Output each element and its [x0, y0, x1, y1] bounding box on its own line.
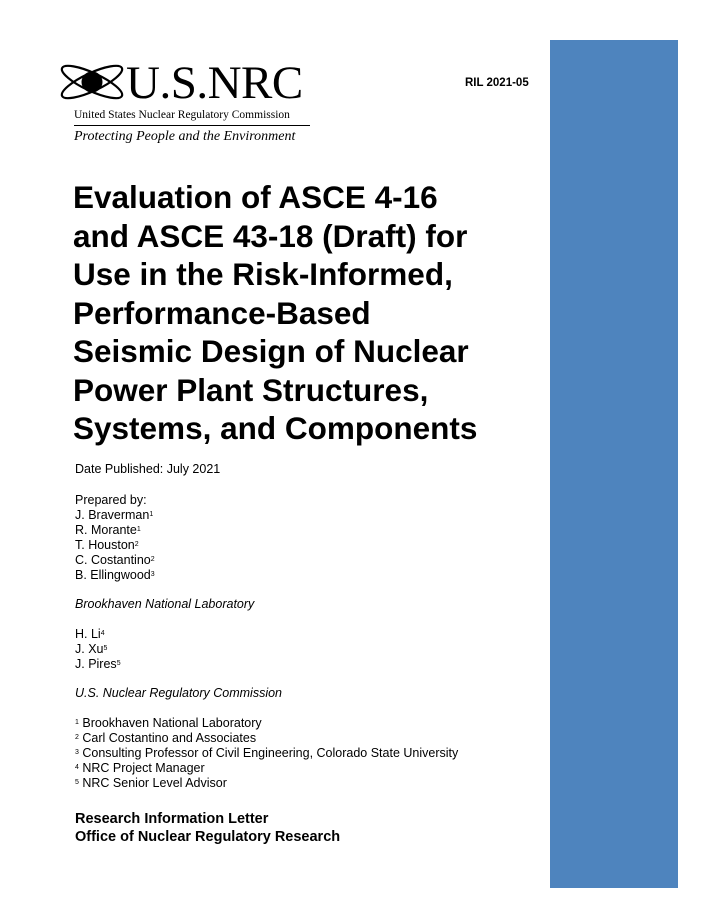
author-name: B. Ellingwood — [75, 568, 151, 582]
author-sup: 5 — [103, 645, 108, 652]
affiliation-sup: 5 — [75, 779, 79, 786]
document-title — [73, 178, 543, 448]
author-name: J. Braverman — [75, 508, 150, 522]
title-line: Seismic Design of Nuclear — [73, 333, 469, 369]
atom-orbit-icon — [56, 54, 126, 114]
nrc-logo — [56, 52, 316, 152]
author-sup: 1 — [149, 511, 154, 518]
author-sup: 3 — [150, 571, 155, 578]
prepared-by-label: Prepared by: — [75, 493, 147, 507]
author-name: R. Morante — [75, 523, 137, 537]
author — [75, 538, 155, 553]
title-line: Power Plant Structures, — [73, 371, 429, 408]
footer-line: Research Information Letter — [75, 811, 269, 827]
title-line: Use in the Risk-Informed, — [73, 256, 453, 292]
author — [75, 508, 155, 523]
prepared-by-list — [75, 493, 155, 583]
affiliation-sup: 4 — [75, 764, 79, 771]
affiliation — [75, 776, 458, 791]
report-footer — [75, 810, 340, 846]
author-sup: 4 — [100, 630, 105, 637]
author-sup: 2 — [134, 541, 139, 548]
author — [75, 523, 155, 538]
organization-nrc: U.S. Nuclear Regulatory Commission — [75, 686, 283, 700]
date-published: Date Published: July 2021 — [75, 462, 221, 476]
author-sup: 5 — [116, 660, 121, 667]
nrc-author-list — [75, 627, 121, 672]
author — [75, 553, 155, 568]
author — [75, 642, 121, 657]
author-sup: 1 — [136, 526, 141, 533]
affiliation-text: NRC Project Manager — [78, 761, 205, 775]
author — [75, 627, 121, 642]
author — [75, 568, 155, 583]
affiliation — [75, 761, 458, 776]
title-line: Evaluation of ASCE 4-16 — [73, 179, 438, 215]
report-id: RIL 2021-05 — [465, 77, 529, 89]
author-name: J. Pires — [75, 657, 117, 671]
affiliation-text: Brookhaven National Laboratory — [78, 716, 262, 730]
author-sup: 2 — [150, 556, 155, 563]
author-name: C. Costantino — [75, 553, 151, 567]
footer-line: Office of Nuclear Regulatory Research — [75, 829, 341, 845]
affiliation-sup: 1 — [75, 719, 79, 726]
logo-divider — [74, 125, 310, 126]
affiliation-text: NRC Senior Level Advisor — [78, 776, 227, 790]
affiliation — [75, 731, 458, 746]
agency-tagline: Protecting People and the Environment — [74, 129, 296, 144]
organization-bnl: Brookhaven National Laboratory — [75, 597, 255, 611]
author — [75, 657, 121, 672]
side-accent-bar — [550, 40, 678, 888]
author-name: H. Li — [75, 627, 101, 641]
author-name: T. Houston — [75, 538, 135, 552]
affiliation-text: Consulting Professor of Civil Engineering, Colorado State University — [78, 746, 459, 760]
affiliation — [75, 746, 458, 761]
title-line: Performance-Based — [73, 294, 371, 331]
affiliation-text: Carl Costantino and Associates — [78, 731, 257, 745]
title-line: and ASCE 43-18 (Draft) for — [73, 217, 468, 254]
author-name: J. Xu — [75, 642, 104, 656]
affiliation-list — [75, 716, 458, 791]
logo-wordmark: U.S.NRC — [126, 57, 303, 109]
title-line: Systems, and Components — [73, 410, 478, 446]
affiliation-sup: 2 — [75, 734, 79, 741]
affiliation — [75, 716, 458, 731]
agency-name: United States Nuclear Regulatory Commission — [74, 109, 290, 121]
affiliation-sup: 3 — [75, 749, 79, 756]
